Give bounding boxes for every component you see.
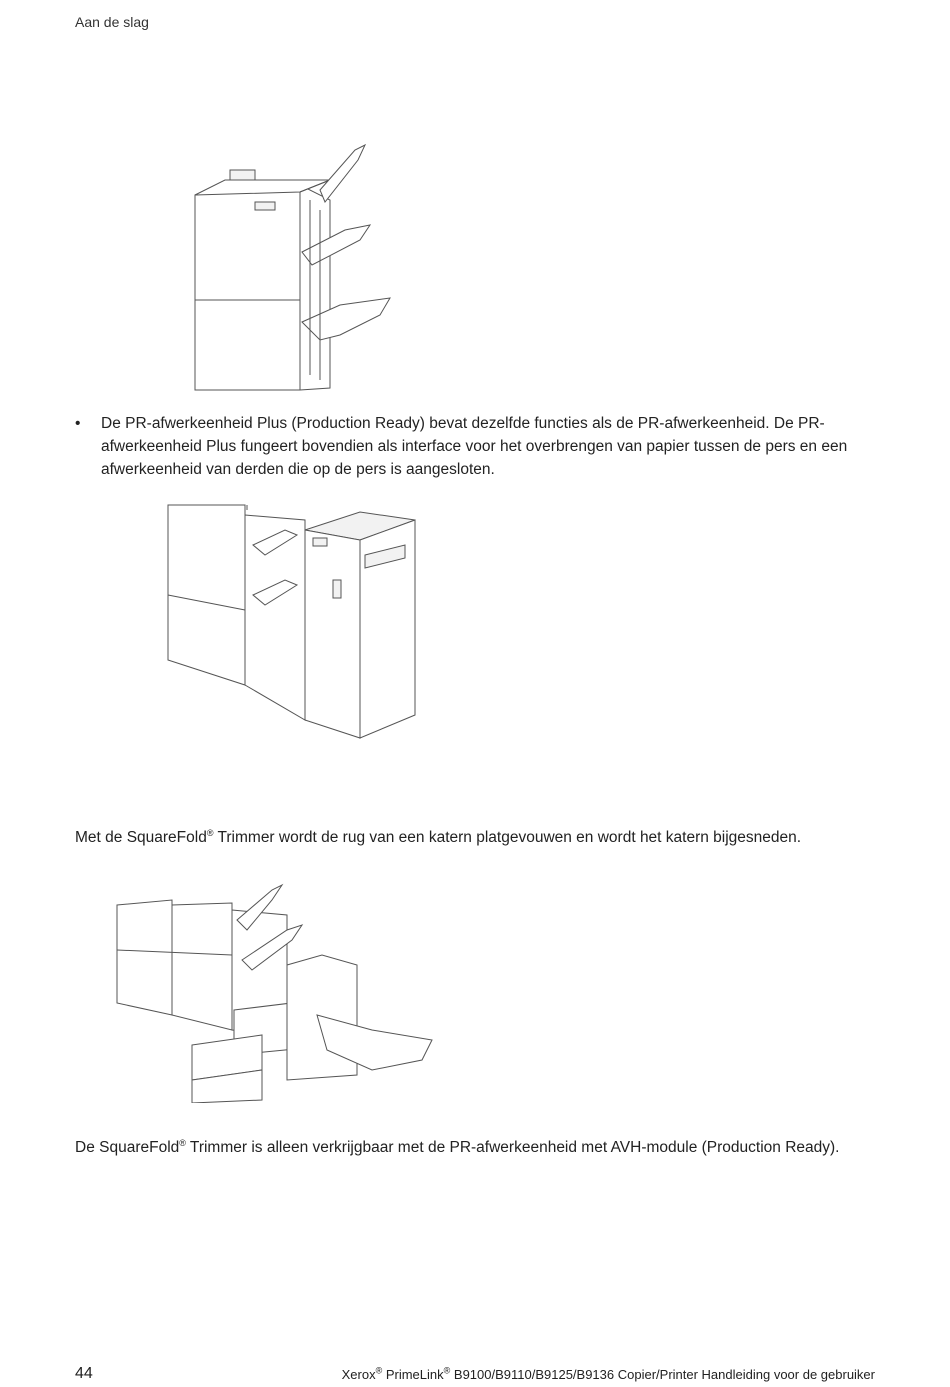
squarefold-description-pre: Met de SquareFold [75,829,207,846]
page-header-section: Aan de slag [75,14,149,30]
registered-mark: ® [375,1365,383,1376]
bullet-marker: • [75,415,81,432]
squarefold-description-post: Trimmer wordt de rug van een katern platgevouwen en wordt het katern bijgesneden. [213,829,802,846]
footer-model-and-title: B9100/B9110/B9125/B9136 Copier/Printer Handleiding voor de gebruiker [450,1367,875,1382]
squarefold-description [75,826,895,849]
registered-mark: ® [206,827,214,838]
squarefold-availability-post: Trimmer is alleen verkrijgbaar met de PR-afwerkeenheid met AVH-module (Production Ready). [185,1139,840,1156]
page-number: 44 [75,1365,93,1382]
registered-mark: ® [179,1137,186,1148]
squarefold-availability-pre: De SquareFold [75,1139,180,1156]
bullet-text: De PR-afwerkeenheid Plus (Production Ready) bevat dezelfde functies als de PR-afwerkeenheid. De PR-afwerkeenheid Plus fungeert bovendien als interface voor het overbrengen van papier tussen de pers en een afwerkeenheid van derden die op de pers is aangesloten. [101,415,848,478]
footer-brand: Xerox [341,1367,376,1382]
footer-document-title [342,1367,875,1382]
footer-product: PrimeLink [382,1367,444,1382]
squarefold-trimmer-illustration [112,875,434,1103]
finisher-plus-illustration [165,500,420,742]
squarefold-availability [75,1136,895,1159]
registered-mark: ® [443,1365,451,1376]
finisher-illustration [190,140,400,392]
